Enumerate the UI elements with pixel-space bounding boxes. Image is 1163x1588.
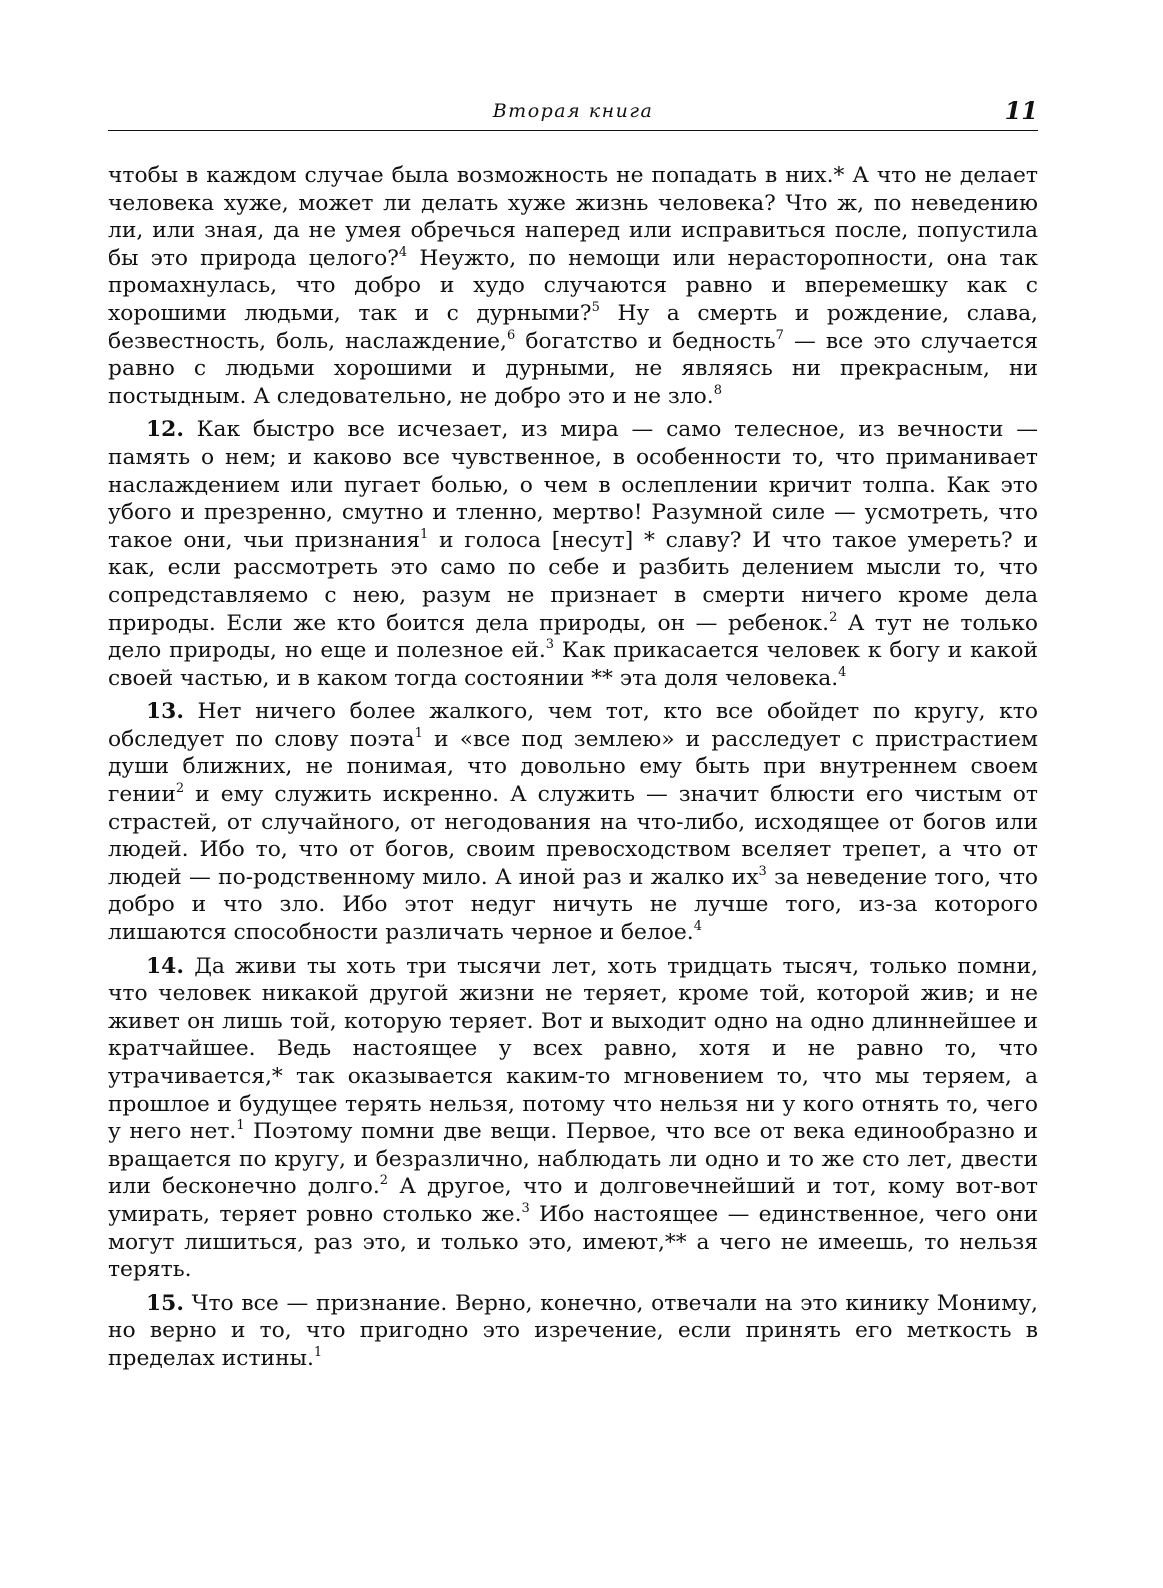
section-number: 12. bbox=[146, 417, 184, 443]
text-run: богатство и бедность bbox=[515, 328, 776, 354]
text-run: Ибо настоящее — единственное, чего они могут лишиться, раз это, и только это, имеют,** а чего не имеешь, то нельзя терять. bbox=[108, 1201, 1039, 1283]
text-run: А другое, что и долговечнейший и тот, кому вот-вот умирать, теряет ровно столько же. bbox=[108, 1174, 1038, 1227]
footnote-ref: 4 bbox=[398, 244, 408, 260]
text-run: А тут не только дело природы, но еще и полезное ей. bbox=[108, 610, 1038, 664]
footnote-ref: 2 bbox=[379, 1173, 389, 1189]
footnote-ref: 7 bbox=[775, 327, 784, 343]
text-run: Да живи ты хоть три тысячи лет, хоть тридцать тысяч, только помни, что человек никакой другой жизни не теряет, кроме той, которой жив; и не живет он лишь той, которую теряет. Вот и выходит одно на одно длиннейшее и кратчайшее. Ведь настоящее у всех равно, хотя и не равно то, что утрачивается,* так оказывается каким-то мгновением то, что мы теряем, а прошлое и будущее терять нельзя, потому что нельзя ни у кого отнять то, чего у него нет. bbox=[108, 953, 1038, 1145]
running-title: Вторая книга bbox=[492, 100, 654, 122]
text-run: Неужто, по немощи или нерасторопности, она так промахнулась, что добро и худо случаются равно и вперемешку как с хорошими людьми, так и с дурными? bbox=[108, 245, 1038, 326]
section-paragraph bbox=[108, 698, 1038, 946]
section-number: 15. bbox=[146, 1290, 184, 1316]
section-number: 14. bbox=[146, 953, 184, 979]
text-run: Что все — признание. Верно, конечно, отвечали на это кинику Мониму, но верно и то, что пригодно это изречение, если принять его меткость в пределах истины. bbox=[108, 1290, 1038, 1371]
section-paragraph bbox=[108, 416, 1038, 692]
footnote-ref: 1 bbox=[420, 526, 429, 542]
section-paragraph bbox=[108, 1290, 1038, 1373]
footnote-ref: 1 bbox=[236, 1118, 245, 1134]
text-run: — все это случается равно с людьми хорошими и дурными, не являясь ни прекрасным, ни постыдным. А следовательно, не добро это и не зло. bbox=[108, 328, 1039, 409]
text-run: Поэтому помни две вещи. Первое, что все от века единообразно и вращается по кругу, и безразлично, наблюдать ли одно и то же сто лет, двести или бесконечно долго. bbox=[108, 1119, 1038, 1200]
continuation-paragraph bbox=[108, 162, 1038, 410]
section-paragraph bbox=[108, 953, 1038, 1284]
text-run: Как прикасается человек к богу и какой своей частью, и в каком тогда состоянии ** эта доля человека. bbox=[108, 638, 1038, 691]
footnote-ref: 6 bbox=[506, 327, 516, 343]
footnote-ref: 2 bbox=[175, 781, 185, 797]
footnote-ref: 1 bbox=[414, 725, 423, 741]
footnote-ref: 3 bbox=[521, 1200, 530, 1216]
text-run: Нет ничего более жалкого, чем тот, кто все обойдет по кругу, кто обследует по слову поэта bbox=[108, 699, 1038, 752]
footnote-ref: 8 bbox=[713, 382, 722, 398]
footnote-ref: 4 bbox=[693, 919, 703, 935]
page-number: 11 bbox=[1004, 96, 1038, 125]
text-run: чтобы в каждом случае была возможность не попадать в них.* А что не делает человека хуже, может ли делать хуже жизнь человека? Что ж, по неведению ли, или зная, да не умея обречься наперед или исправиться после, попустила бы это природа целого? bbox=[108, 163, 1038, 271]
text-run: за неведение того, что добро и что зло. Ибо этот недуг ничуть не лучше того, из-за которого лишаются способности различать черное и белое. bbox=[108, 864, 1039, 946]
footnote-ref: 5 bbox=[591, 299, 600, 315]
footnote-ref: 1 bbox=[313, 1344, 323, 1360]
text-run: и «все под землею» и расследует с пристрастием души ближних, не понимая, что довольно ему быть при внутреннем своем гении bbox=[108, 726, 1038, 808]
footnote-ref: 3 bbox=[545, 637, 555, 653]
header-rule bbox=[108, 130, 1038, 131]
section-number: 13. bbox=[146, 699, 184, 725]
text-run: Как быстро все исчезает, из мира — само телесное, из вечности — память о нем; и каково все чувственное, в особенности то, что приманивает наслаждением или пугает болью, о чем в ослеплении кричит толпа. Как это убого и презренно, смутно и тленно, мертво! Разумной силе — усмотреть, что такое они, чьи признания bbox=[108, 417, 1038, 553]
body-text bbox=[108, 162, 1038, 1379]
page-header bbox=[108, 96, 1038, 130]
text-run: и ему служить искренно. А служить — значит блюсти его чистым от страстей, от случайного, от негодования на что-либо, исходящее от богов или людей. Ибо то, что от богов, своим превосходством вселяет трепет, а что от людей — по-родственному мило. А иной раз и жалко их bbox=[108, 782, 1038, 890]
text-run: и голоса [несут] * славу? И что такое умереть? и как, если рассмотреть это само по себе и разбить делением мысли то, что сопредставляемо с нею, разум не признает в смерти ничего кроме дела природы. Если же кто боится дела природы, он — ребенок. bbox=[108, 527, 1038, 636]
footnote-ref: 3 bbox=[758, 863, 767, 879]
footnote-ref: 2 bbox=[829, 609, 838, 625]
footnote-ref: 4 bbox=[838, 664, 847, 680]
text-run: Ну а смерть и рождение, слава, безвестность, боль, наслаждение, bbox=[108, 300, 1038, 354]
